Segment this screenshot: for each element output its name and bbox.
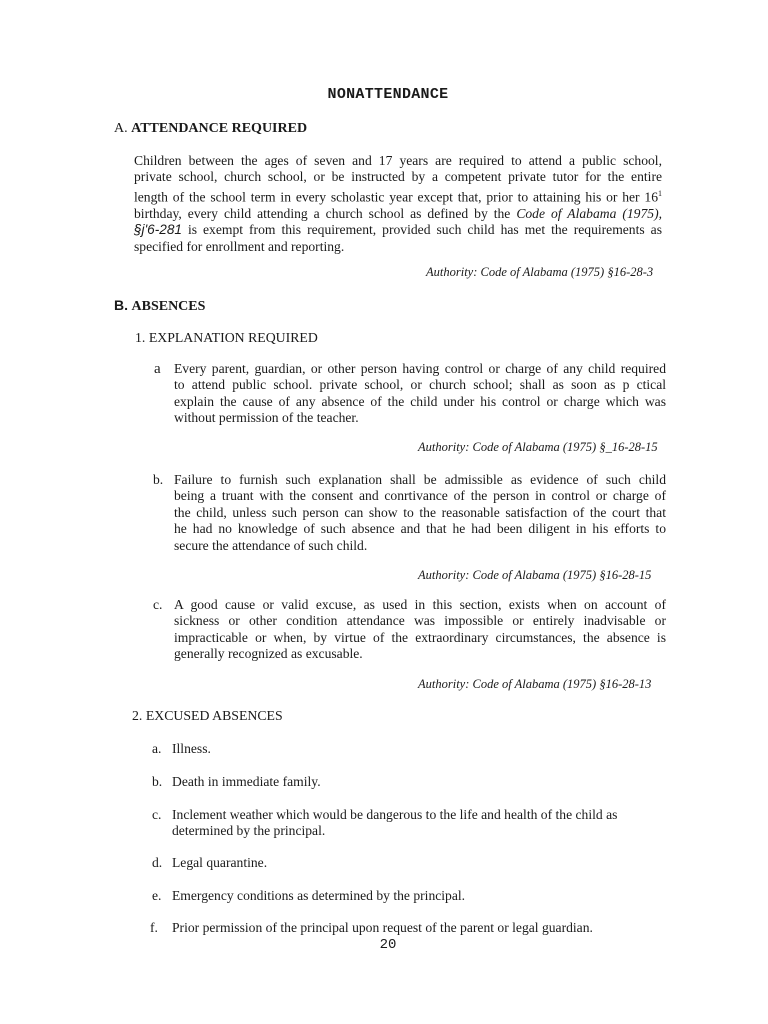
item-text: Emergency conditions as determined by the principal. xyxy=(172,888,466,903)
section-b-heading xyxy=(114,297,205,315)
item-text: Prior permission of the principal upon request of the parent or legal guardian. xyxy=(172,920,593,935)
subsection-1-title: EXPLANATION REQUIRED xyxy=(148,330,318,345)
subsection-2-heading xyxy=(132,708,283,724)
item-1b-text xyxy=(174,472,666,554)
item-1a-text xyxy=(174,361,666,427)
section-a-title: ATTENDANCE REQUIRED xyxy=(131,121,308,136)
para-line: sickness or other condition attendance was impossible or entirely inadvisable or xyxy=(174,613,666,629)
section-a-paragraph xyxy=(134,153,662,255)
authority-citation: Authority: Code of Alabama (1975) §16-28-3 xyxy=(426,265,654,279)
superscript: 1 xyxy=(658,188,662,198)
para-line: private school, church school, or be instructed by a competent private tutor for the entire xyxy=(134,169,662,185)
item-label: a xyxy=(154,361,161,377)
authority-citation: Authority: Code of Alabama (1975) §16-28-13 xyxy=(418,677,652,691)
item-label: e. xyxy=(152,888,162,903)
subsection-1-heading xyxy=(135,330,318,346)
item-text: Legal quarantine. xyxy=(172,855,268,870)
para-line: he had no knowledge of such absence and that he had been diligent in his efforts to xyxy=(174,521,666,537)
para-line xyxy=(134,186,662,206)
excused-item xyxy=(152,888,465,904)
para-line: Failure to furnish such explanation shall be admissible as evidence of such child xyxy=(174,472,666,487)
subsection-2-title: EXCUSED ABSENCES xyxy=(145,708,283,723)
excused-item xyxy=(152,855,267,871)
para-line xyxy=(134,206,662,222)
section-b-label: B. xyxy=(114,297,128,313)
item-text: Inclement weather which would be dangerous to the life and health of the child as xyxy=(172,807,618,822)
authority-citation: Authority: Code of Alabama (1975) §_16-28-15 xyxy=(418,440,658,454)
section-a-label: A. xyxy=(114,121,128,136)
para-line: A good cause or valid excuse, as used in this section, exists when on account of xyxy=(174,597,666,612)
para-line: to attend public school. private school, or church school; shall as soon as p ctical xyxy=(174,377,666,393)
page-title: NONATTENDANCE xyxy=(327,86,449,103)
item-text: Death in immediate family. xyxy=(172,774,321,789)
subsection-2-label: 2. xyxy=(132,708,143,723)
para-line: Children between the ages of seven and 17 years are required to attend a public school, xyxy=(134,153,662,168)
section-a-heading xyxy=(114,121,307,137)
para-line: being a truant with the consent and conrtivance of the person in control or charge of xyxy=(174,488,666,504)
para-line: the child, unless such person can show to the reasonable satisfaction of the court that xyxy=(174,504,666,520)
para-line: secure the attendance of such child. xyxy=(174,537,368,553)
section-reference: §j'6-281 xyxy=(134,222,182,238)
item-text: Illness. xyxy=(172,741,211,756)
subsection-1-label: 1. xyxy=(135,330,146,345)
section-b-title: ABSENCES xyxy=(131,299,206,314)
para-line: explain the cause of any absence of the child under his control or charge which was xyxy=(174,393,666,409)
para-line-text: birthday, every child attending a church school as defined by the xyxy=(134,205,517,221)
item-label: a. xyxy=(152,741,162,756)
excused-item xyxy=(150,920,593,936)
page-number: 20 xyxy=(379,937,397,953)
excused-item xyxy=(152,741,211,757)
para-line: without permission of the teacher. xyxy=(174,410,359,426)
item-label: c. xyxy=(152,807,162,822)
para-line xyxy=(134,222,662,238)
item-label: b. xyxy=(153,472,164,487)
para-line: specified for enrollment and reporting. xyxy=(134,238,345,254)
item-label: d. xyxy=(152,855,163,870)
item-1c-text xyxy=(174,597,666,663)
excused-item xyxy=(152,774,321,790)
authority-citation: Authority: Code of Alabama (1975) §16-28-15 xyxy=(418,568,652,582)
code-reference: Code of Alabama (1975), xyxy=(516,205,662,221)
para-line: generally recognized as excusable. xyxy=(174,646,363,662)
para-line: Every parent, guardian, or other person having control or charge of any child required xyxy=(174,361,666,376)
item-text-continued: determined by the principal. xyxy=(172,823,326,839)
para-line: impracticable or when, by virtue of the extraordinary circumstances, the absence is xyxy=(174,629,666,645)
item-label: f. xyxy=(150,920,158,935)
item-label: c. xyxy=(153,597,163,612)
excused-item xyxy=(152,807,617,840)
para-line-text: length of the school term in every scholastic year except that, prior to attaining his or her 16 xyxy=(134,189,658,205)
item-label: b. xyxy=(152,774,163,789)
para-line-text: is exempt from this requirement, provided such child has met the requirements as xyxy=(181,222,662,238)
